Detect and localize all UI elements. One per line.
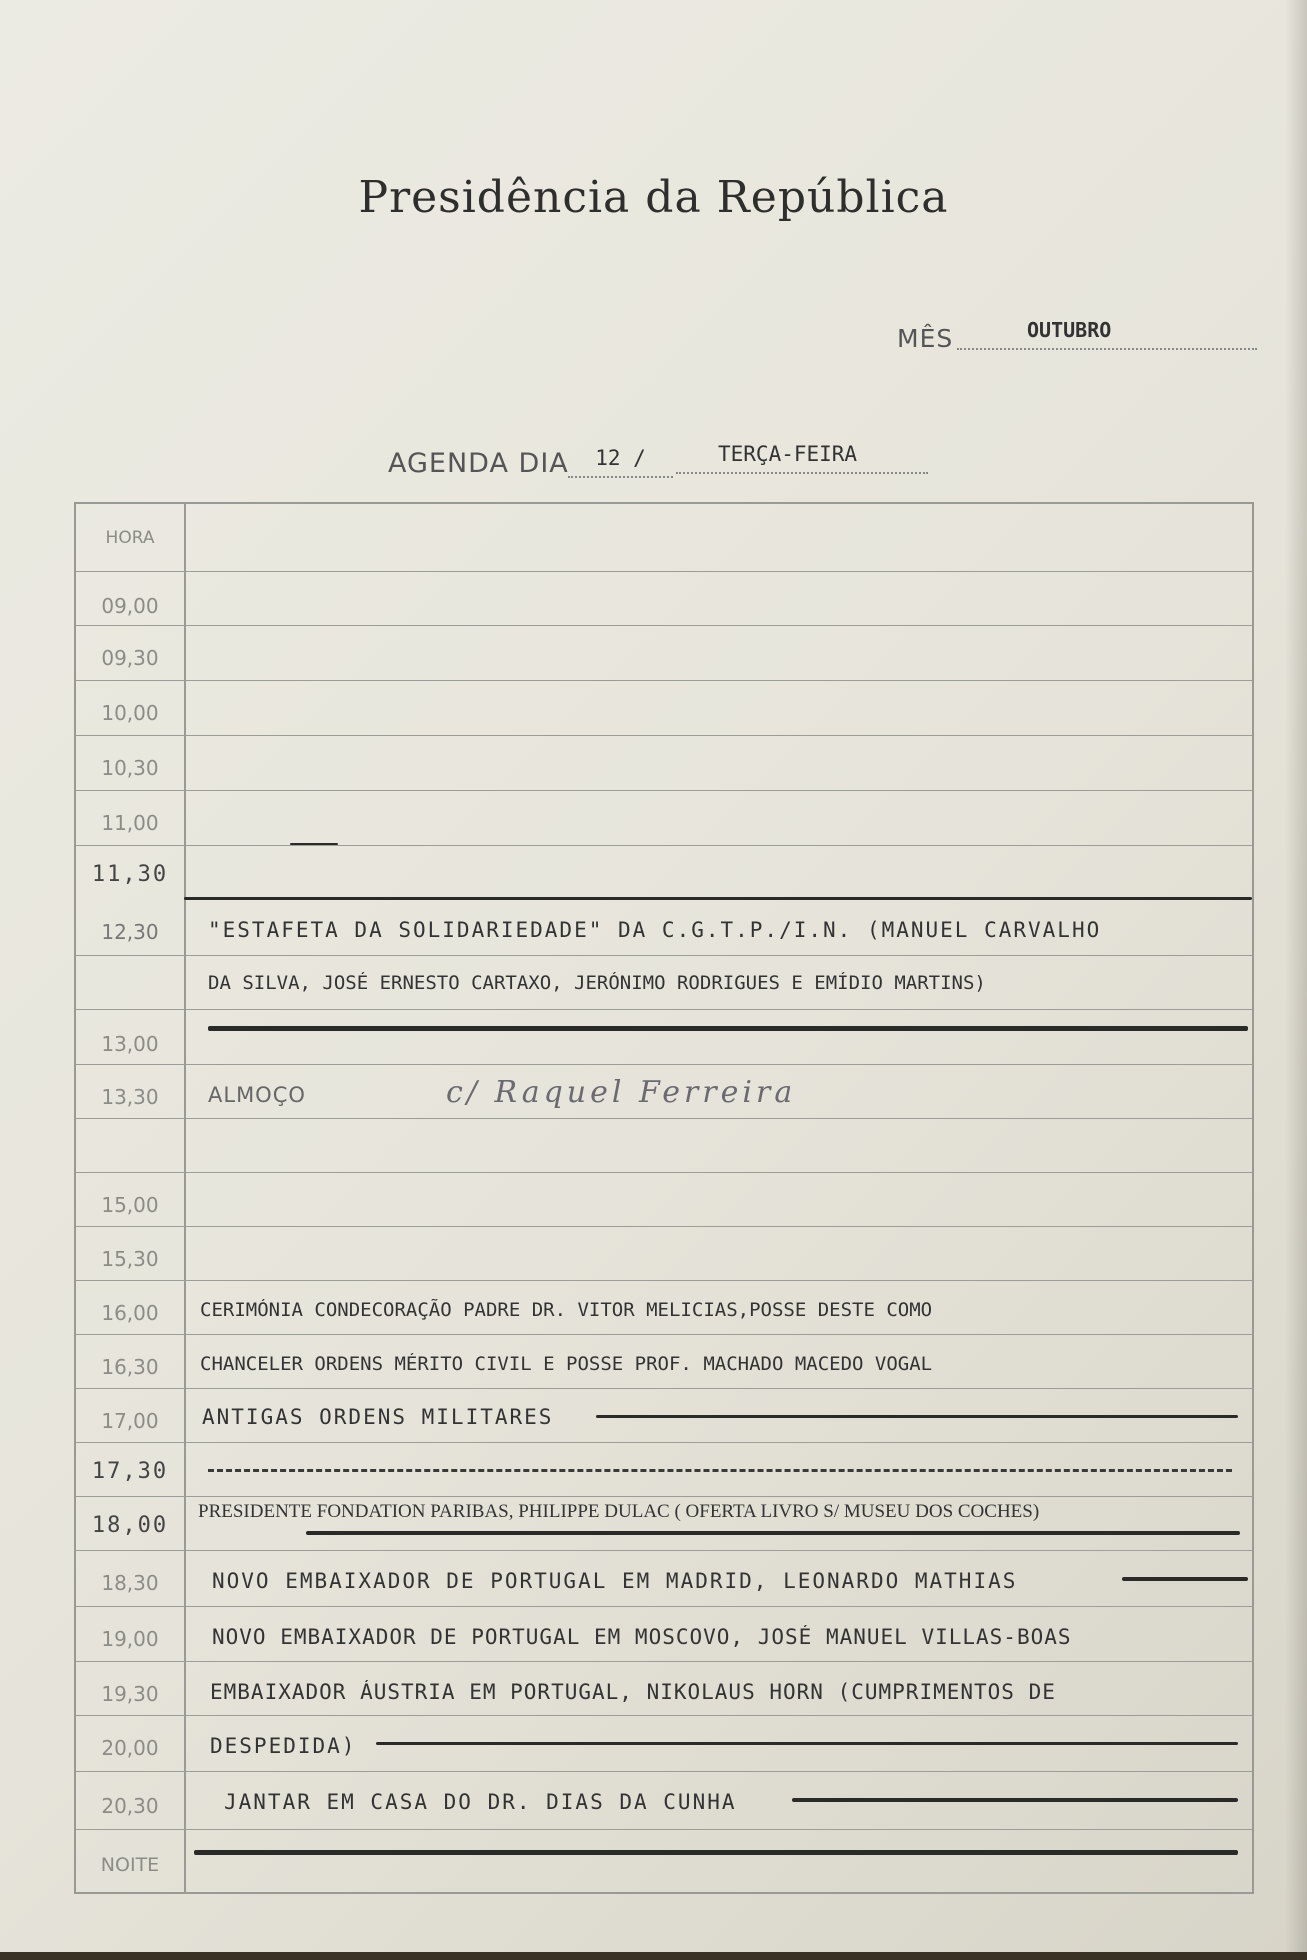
hour-cell: 16,30 <box>101 1355 159 1379</box>
table-row <box>76 1662 1252 1716</box>
table-row <box>76 626 1252 681</box>
month-value: OUTUBRO <box>957 318 1257 350</box>
hour-cell: 10,00 <box>101 701 159 725</box>
table-row <box>76 1443 1252 1497</box>
table-row <box>76 572 1252 626</box>
table-row <box>76 1716 1252 1772</box>
hour-cell: 13,30 <box>101 1085 159 1109</box>
agenda-day: 12 / <box>568 446 673 478</box>
table-header-row <box>76 504 1252 572</box>
hour-cell: 12,30 <box>101 920 159 944</box>
agenda-table <box>74 502 1254 1894</box>
table-row <box>76 1335 1252 1389</box>
table-row <box>76 956 1252 1010</box>
table-row <box>76 1173 1252 1227</box>
hour-cell: 18,00 <box>91 1513 169 1538</box>
hour-cell: 11,30 <box>91 862 169 887</box>
table-row <box>76 1281 1252 1335</box>
fill-rule <box>1122 1577 1248 1581</box>
strike-dash-rule <box>208 1469 1232 1472</box>
entry-text: ALMOÇO <box>208 1083 306 1107</box>
hour-cell: 20,30 <box>101 1794 159 1818</box>
table-row <box>76 1830 1252 1892</box>
page-bottom-edge <box>0 1952 1307 1960</box>
table-row <box>76 1010 1252 1065</box>
agenda-label: AGENDA DIA <box>388 448 569 479</box>
table-row <box>76 1065 1252 1119</box>
entry-text: CERIMÓNIA CONDECORAÇÃO PADRE DR. VITOR MELICIAS,POSSE DESTE COMO <box>200 1299 933 1321</box>
page-title: Presidência da República <box>358 172 949 223</box>
hour-cell: 11,00 <box>101 811 159 835</box>
month-label: MÊS <box>897 324 954 353</box>
agenda-date-field <box>388 442 948 482</box>
hour-cell: 09,30 <box>101 646 159 670</box>
entry-text: NOVO EMBAIXADOR DE PORTUGAL EM MOSCOVO, JOSÉ MANUEL VILLAS-BOAS <box>212 1625 1072 1649</box>
hour-cell: 17,00 <box>101 1409 159 1433</box>
entry-text: PRESIDENTE FONDATION PARIBAS, PHILIPPE DULAC ( OFERTA LIVRO S/ MUSEU DOS COCHES) <box>198 1501 1040 1522</box>
hour-cell: NOITE <box>100 1854 160 1876</box>
entry-text: "ESTAFETA DA SOLIDARIEDADE" DA C.G.T.P./I.N. (MANUEL CARVALHO <box>208 918 1102 942</box>
entry-text: DA SILVA, JOSÉ ERNESTO CARTAXO, JERÓNIMO RODRIGUES E EMÍDIO MARTINS) <box>208 972 986 994</box>
fill-rule <box>306 1531 1240 1535</box>
hour-cell: 16,00 <box>101 1301 159 1325</box>
entry-text: JANTAR EM CASA DO DR. DIAS DA CUNHA <box>224 1790 737 1814</box>
table-row <box>76 1227 1252 1281</box>
hour-cell: 15,30 <box>101 1247 159 1271</box>
hour-header: HORA <box>105 528 155 548</box>
hour-cell: 15,00 <box>101 1193 159 1217</box>
fill-rule <box>792 1798 1238 1802</box>
strike-rule <box>194 1850 1238 1855</box>
hour-cell: 19,30 <box>101 1682 159 1706</box>
table-row <box>76 1551 1252 1607</box>
hour-cell: 13,00 <box>101 1032 159 1056</box>
table-row <box>76 1497 1252 1551</box>
hour-cell: 10,30 <box>101 756 159 780</box>
month-field <box>897 318 1257 358</box>
table-row <box>76 900 1252 956</box>
strike-rule <box>208 1026 1248 1031</box>
table-row <box>76 736 1252 791</box>
table-row <box>76 1772 1252 1830</box>
entry-text: CHANCELER ORDENS MÉRITO CIVIL E POSSE PROF. MACHADO MACEDO VOGAL <box>200 1353 933 1375</box>
hour-cell: 19,00 <box>101 1627 159 1651</box>
hour-cell: 18,30 <box>101 1571 159 1595</box>
table-row <box>76 1119 1252 1173</box>
entry-text: NOVO EMBAIXADOR DE PORTUGAL EM MADRID, LEONARDO MATHIAS <box>212 1569 1018 1593</box>
table-row <box>76 1389 1252 1443</box>
fill-rule <box>596 1415 1238 1418</box>
table-row <box>76 1607 1252 1662</box>
hour-cell: 20,00 <box>101 1736 159 1760</box>
hour-cell: 17,30 <box>91 1459 169 1484</box>
fill-rule <box>376 1742 1238 1745</box>
table-row <box>76 681 1252 736</box>
paper-edge-shadow <box>1285 0 1307 1960</box>
handwritten-note: c/ Raquel Ferreira <box>446 1075 797 1110</box>
table-row <box>76 791 1252 846</box>
hour-cell: 09,00 <box>101 594 159 618</box>
entry-text: ANTIGAS ORDENS MILITARES <box>202 1405 554 1429</box>
agenda-weekday: TERÇA-FEIRA <box>676 442 928 474</box>
entry-text: DESPEDIDA) <box>210 1734 357 1758</box>
table-row <box>76 846 1252 900</box>
entry-text: EMBAIXADOR ÁUSTRIA EM PORTUGAL, NIKOLAUS HORN (CUMPRIMENTOS DE <box>210 1680 1056 1704</box>
